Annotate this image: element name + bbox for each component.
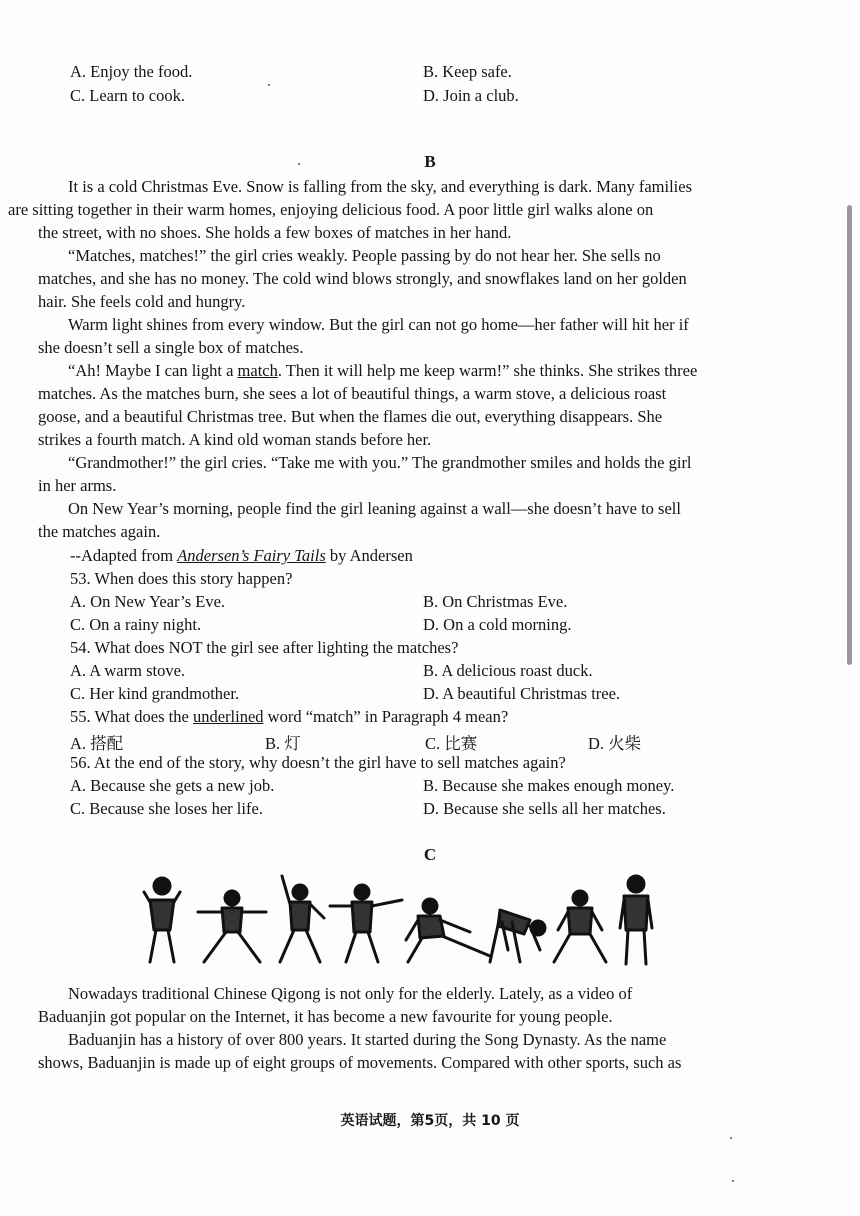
paragraph-line: “Grandmother!” the girl cries. “Take me with you.” The grandmother smiles and holds the girl — [68, 453, 692, 472]
question-56: 56. At the end of the story, why doesn’t the girl have to sell matches again? — [70, 753, 566, 772]
scan-speck — [298, 163, 300, 165]
source-prefix: --Adapted from — [70, 546, 178, 565]
text-segment: word “match” in Paragraph 4 mean? — [263, 707, 509, 726]
paragraph-line: Warm light shines from every window. But the girl can not go home—her father will hit her if — [68, 315, 689, 334]
paragraph-5 — [38, 451, 778, 497]
paragraph-2 — [38, 244, 778, 313]
paragraph-line: strikes a fourth match. A kind old woman stands before her. — [38, 430, 432, 449]
source-title: Andersen’s Fairy Tails — [177, 546, 326, 565]
paragraph-line: Baduanjin has a history of over 800 years. It started during the Song Dynasty. As the name — [68, 1030, 667, 1049]
q55-option-b[interactable]: B. 灯 — [265, 734, 301, 753]
q54-row-1 — [70, 661, 790, 684]
q56-row-2 — [70, 799, 790, 822]
paragraph-4 — [38, 359, 778, 451]
paragraph-1 — [8, 175, 778, 244]
q54-option-d[interactable]: D. A beautiful Christmas tree. — [423, 684, 621, 703]
section-c-title: C — [423, 845, 437, 864]
paragraph-6 — [38, 497, 778, 543]
q53-option-b[interactable]: B. On Christmas Eve. — [423, 592, 568, 611]
q55-option-a[interactable]: A. 搭配 — [70, 734, 124, 753]
paragraph-line: It is a cold Christmas Eve. Snow is falling from the sky, and everything is dark. Many families — [68, 177, 692, 196]
q56-option-c[interactable]: C. Because she loses her life. — [70, 799, 263, 818]
question-54: 54. What does NOT the girl see after lighting the matches? — [70, 638, 459, 657]
text-segment: . Then it will help me keep warm!” she thinks. She strikes three — [277, 361, 698, 380]
q53-option-d[interactable]: D. On a cold morning. — [423, 615, 572, 634]
qigong-figure — [620, 876, 652, 964]
paragraph-line: shows, Baduanjin is made up of eight groups of movements. Compared with other sports, such as — [38, 1053, 682, 1072]
q54-option-a[interactable]: A. A warm stove. — [70, 661, 186, 680]
q56-option-d[interactable]: D. Because she sells all her matches. — [423, 799, 666, 818]
qigong-figure — [406, 899, 490, 962]
option-b[interactable]: B. Keep safe. — [423, 62, 512, 81]
q53-row-1 — [70, 592, 790, 615]
paragraph-3 — [38, 313, 778, 359]
prev-options-row-1 — [70, 62, 790, 85]
baduanjin-figures-illustration — [140, 870, 660, 970]
scan-speck — [730, 1137, 732, 1139]
paragraph-line: the matches again. — [38, 522, 161, 541]
option-a[interactable]: A. Enjoy the food. — [70, 62, 193, 81]
paragraph-line: Baduanjin got popular on the Internet, it has become a new favourite for young people. — [38, 1007, 613, 1026]
paragraph-line: goose, and a beautiful Christmas tree. But when the flames die out, everything disappears. She — [38, 407, 663, 426]
paragraph-line: she doesn’t sell a single box of matches. — [38, 338, 304, 357]
scan-speck — [732, 1180, 734, 1182]
section-c-paragraph-2 — [38, 1028, 778, 1074]
scan-speck — [268, 84, 270, 86]
q55-option-c[interactable]: C. 比赛 — [425, 734, 478, 753]
qigong-figure — [330, 885, 402, 962]
section-b-title: B — [424, 152, 436, 171]
qigong-figure — [198, 891, 266, 962]
option-d[interactable]: D. Join a club. — [423, 86, 519, 105]
paragraph-line: matches. As the matches burn, she sees a lot of beautiful things, a warm stove, a delicious roast — [38, 384, 667, 403]
paragraph-line: hair. She feels cold and hungry. — [38, 292, 246, 311]
paragraph-line — [38, 359, 778, 382]
q55-option-d[interactable]: D. 火柴 — [588, 734, 642, 753]
option-c[interactable]: C. Learn to cook. — [70, 86, 186, 105]
q53-row-2 — [70, 615, 790, 638]
section-c-paragraph-1 — [38, 982, 778, 1028]
paragraph-line: are sitting together in their warm homes, enjoying delicious food. A poor little girl walks alone on — [8, 200, 654, 219]
q56-row-1 — [70, 776, 790, 799]
q55-options-row — [70, 730, 690, 753]
scrollbar[interactable] — [847, 205, 852, 665]
source-suffix: by Andersen — [325, 546, 413, 565]
q54-option-b[interactable]: B. A delicious roast duck. — [423, 661, 593, 680]
q53-option-c[interactable]: C. On a rainy night. — [70, 615, 202, 634]
prev-options-row-2 — [70, 86, 790, 109]
paragraph-line: Nowadays traditional Chinese Qigong is not only for the elderly. Lately, as a video of — [68, 984, 633, 1003]
paragraph-line: the street, with no shoes. She holds a few boxes of matches in her hand. — [38, 223, 512, 242]
qigong-figure — [554, 891, 606, 962]
q56-option-b[interactable]: B. Because she makes enough money. — [423, 776, 675, 795]
source-line — [70, 546, 413, 566]
underlined-text: underlined — [192, 707, 264, 726]
qigong-figure — [280, 876, 324, 962]
text-segment: 55. What does the — [70, 707, 193, 726]
question-55 — [70, 707, 508, 727]
q56-option-a[interactable]: A. Because she gets a new job. — [70, 776, 275, 795]
paragraph-line: “Matches, matches!” the girl cries weakly. People passing by do not hear her. She sells no — [68, 246, 661, 265]
qigong-figure — [490, 910, 545, 962]
question-53: 53. When does this story happen? — [70, 569, 293, 588]
page-footer: 英语试题，第5页，共 10 页 — [340, 1113, 520, 1129]
q54-row-2 — [70, 684, 790, 707]
qigong-figure — [144, 878, 180, 962]
paragraph-line: in her arms. — [38, 476, 117, 495]
q53-option-a[interactable]: A. On New Year’s Eve. — [70, 592, 226, 611]
text-segment: “Ah! Maybe I can light a — [68, 361, 238, 380]
q54-option-c[interactable]: C. Her kind grandmother. — [70, 684, 240, 703]
paragraph-line: matches, and she has no money. The cold wind blows strongly, and snowflakes land on her golden — [38, 269, 687, 288]
underlined-word-match: match — [237, 361, 278, 380]
paragraph-line: On New Year’s morning, people find the girl leaning against a wall—she doesn’t have to sell — [68, 499, 681, 518]
